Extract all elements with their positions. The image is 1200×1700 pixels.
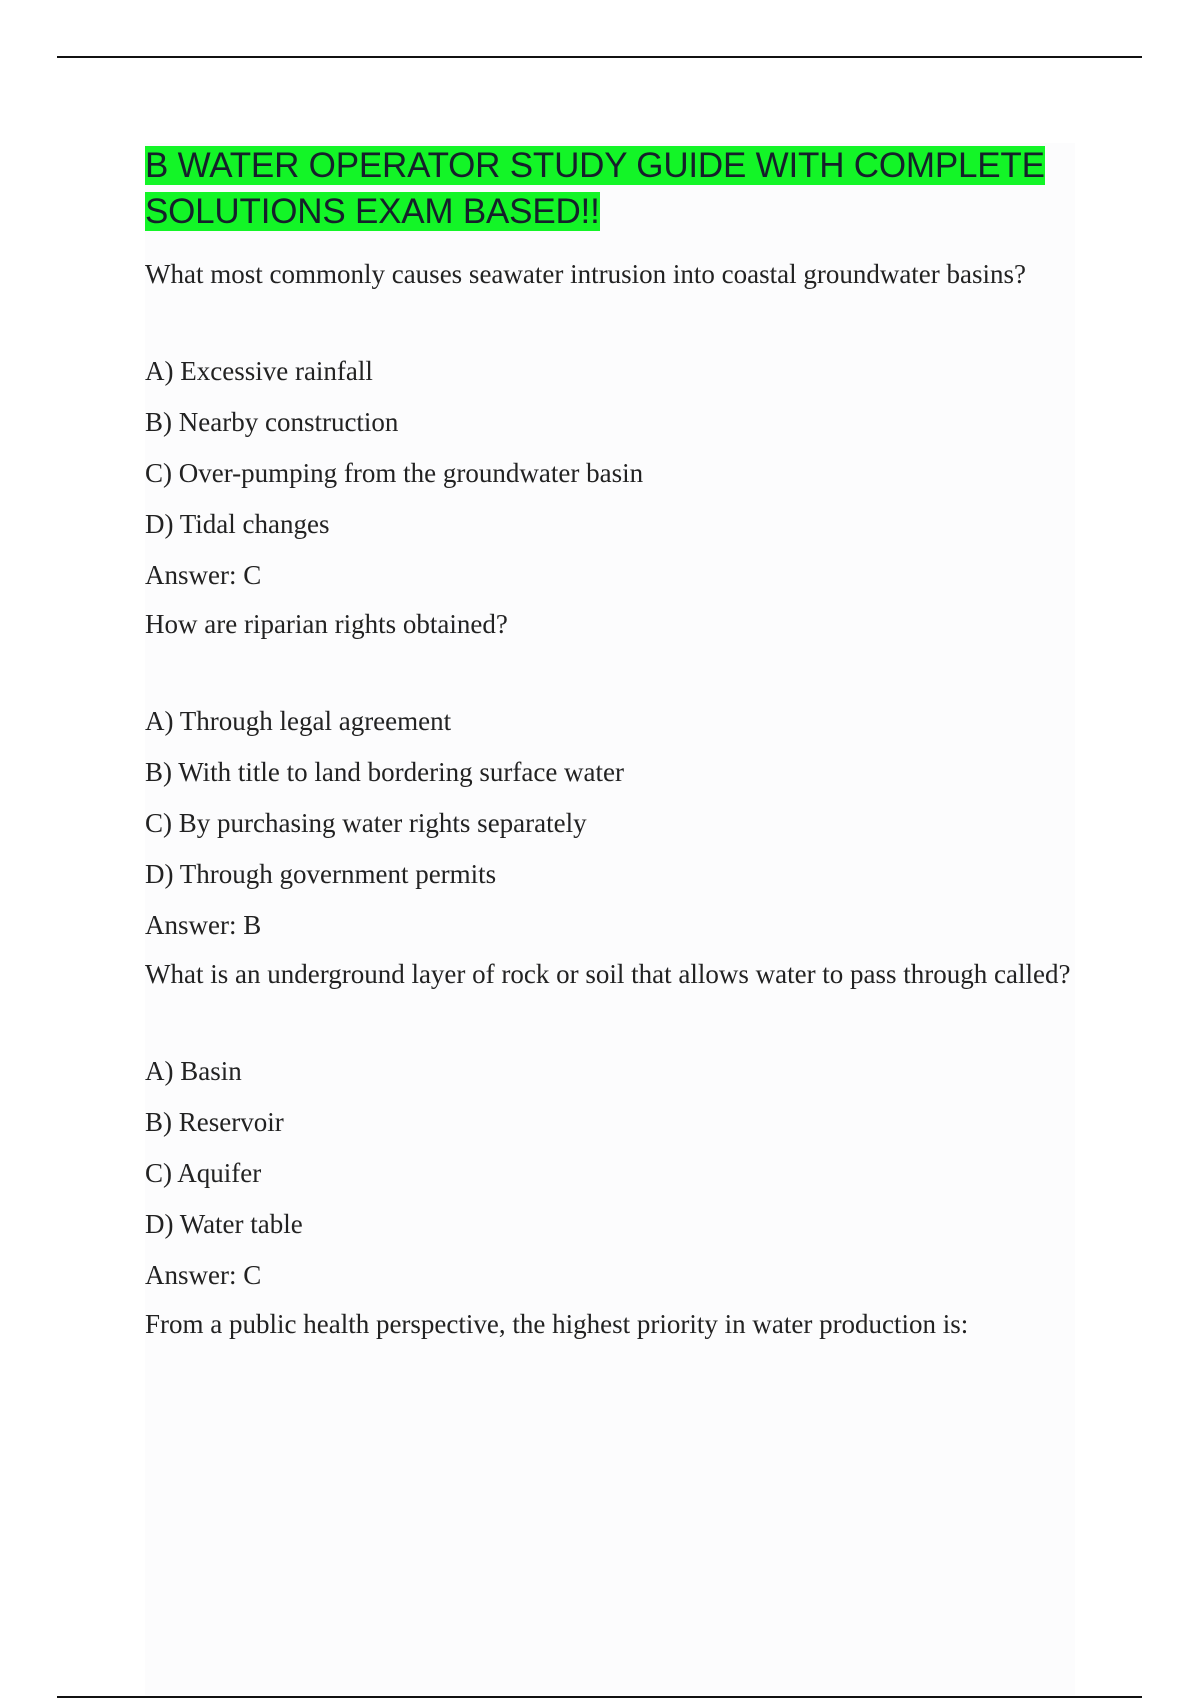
document-title [145,143,1075,235]
question-text: From a public health perspective, the highest priority in water production is: [145,1309,969,1339]
title-highlight: B WATER OPERATOR STUDY GUIDE WITH COMPLETE SOLUTIONS EXAM BASED!! [145,146,1045,231]
footer-rule [57,1696,1142,1698]
header-rule [57,56,1142,58]
question-block-1 [145,256,1075,593]
option-a: A) Basin [145,1056,242,1086]
question-text: How are riparian rights obtained? [145,609,508,639]
document-page [145,143,1075,1695]
option-c: C) Aquifer [145,1158,262,1188]
option-c: C) By purchasing water rights separately [145,808,587,838]
answer-text: Answer: B [145,910,262,940]
option-d: D) Through government permits [145,859,497,889]
question-block-2 [145,606,1075,943]
option-a: A) Excessive rainfall [145,356,373,386]
question-block-3 [145,956,1075,1293]
option-b: B) Nearby construction [145,407,399,437]
option-b: B) With title to land bordering surface water [145,757,625,787]
question-block-4 [145,1306,1075,1342]
question-text: What is an underground layer of rock or soil that allows water to pass through called? [145,959,1071,989]
question-text: What most commonly causes seawater intrusion into coastal groundwater basins? [145,259,1027,289]
option-a: A) Through legal agreement [145,706,452,736]
option-d: D) Tidal changes [145,509,330,539]
option-d: D) Water table [145,1209,303,1239]
option-c: C) Over-pumping from the groundwater basin [145,458,644,488]
answer-text: Answer: C [145,560,262,590]
answer-text: Answer: C [145,1260,262,1290]
option-b: B) Reservoir [145,1107,284,1137]
